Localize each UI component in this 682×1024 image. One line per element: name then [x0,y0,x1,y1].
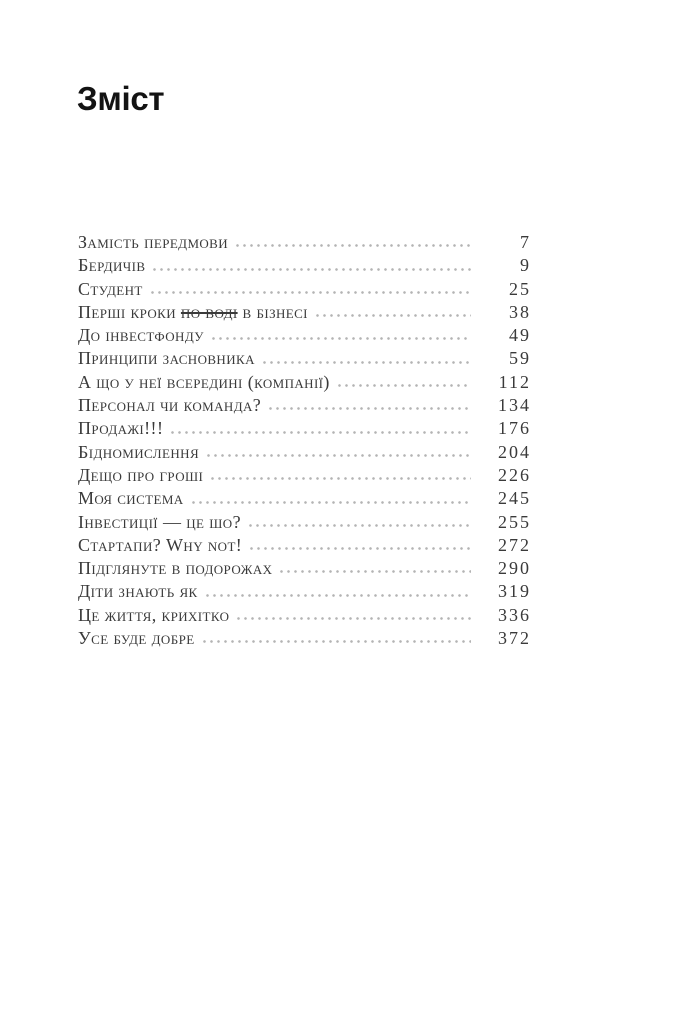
dot-leader [249,524,471,527]
toc-entry-title: Перші кроки по воді в бізнесі [78,301,308,322]
dot-leader [236,244,471,247]
dot-leader [151,291,471,294]
toc-entry-title: Моя система [78,488,184,509]
toc-row[interactable] [78,604,531,627]
toc-entry-page: 272 [498,534,531,555]
toc-entry-title: Усе буде добре [78,628,195,649]
toc-entry-title: Продажі!!! [78,418,164,439]
toc-row[interactable] [78,557,531,580]
toc-entry-page: 372 [498,628,531,649]
toc-row[interactable] [78,231,531,254]
dot-leader [237,617,471,620]
toc-entry-page: 112 [498,371,531,392]
toc-entry-title: А що у неї всередині (компанії) [78,371,330,392]
toc-row[interactable] [78,254,531,277]
toc-entry-page: 9 [520,255,531,276]
dot-leader [280,570,471,573]
dot-leader [206,594,471,597]
toc-entry-page: 7 [520,232,531,252]
dot-leader [153,268,471,271]
toc-row[interactable] [78,371,531,394]
dot-leader [316,314,471,317]
toc-row[interactable] [78,394,531,417]
toc-row[interactable] [78,580,531,603]
dot-leader [338,384,471,387]
toc-entry-page: 134 [498,395,531,416]
toc-row[interactable] [78,627,531,650]
toc-entry-title: Стартапи? Why not! [78,534,243,555]
toc-row[interactable] [78,301,531,324]
toc-row[interactable] [78,534,531,557]
toc-entry-page: 336 [498,604,531,625]
page-title: Зміст [77,80,165,117]
table-of-contents [78,231,531,650]
dot-leader [203,640,471,643]
toc-entry-title: Підглянуте в подорожах [78,558,273,579]
toc-entry-title: Бідномислення [78,441,200,462]
dot-leader [171,431,471,434]
toc-entry-page: 245 [498,488,531,509]
toc-entry-title: Інвестиції — це шо? [78,511,241,532]
toc-entry-title: Бердичів [78,255,146,276]
toc-entry-title: Принципи засновника [78,348,255,369]
toc-row[interactable] [78,441,531,464]
toc-entry-page: 59 [509,348,531,369]
toc-entry-page: 49 [509,325,531,346]
strikethrough-text: по воді [180,301,238,322]
toc-row[interactable] [78,278,531,301]
toc-row[interactable] [78,417,531,440]
toc-entry-title: Це життя, крихітко [78,604,230,625]
toc-entry-page: 290 [498,558,531,579]
toc-entry-title: Діти знають як [78,581,198,602]
toc-entry-title: Студент [78,278,143,299]
toc-entry-title: Персонал чи команда? [78,395,262,416]
dot-leader [212,337,471,340]
toc-entry-page: 255 [498,511,531,532]
toc-row[interactable] [78,487,531,510]
toc-row[interactable] [78,464,531,487]
dot-leader [211,477,471,480]
toc-entry-page: 319 [498,581,531,602]
toc-entry-page: 176 [498,418,531,439]
dot-leader [192,501,471,504]
toc-entry-page: 25 [509,278,531,299]
toc-row[interactable] [78,324,531,347]
toc-row[interactable] [78,511,531,534]
toc-entry-title: До інвестфонду [78,325,204,346]
toc-row[interactable] [78,347,531,370]
toc-entry-page: 226 [498,464,531,485]
toc-entry-page: 204 [498,441,531,462]
dot-leader [207,454,471,457]
dot-leader [269,407,471,410]
toc-entry-title: Дещо про гроші [78,464,204,485]
dot-leader [250,547,471,550]
toc-entry-title: Замість передмови [78,232,229,252]
toc-entry-page: 38 [509,301,531,322]
dot-leader [263,361,471,364]
